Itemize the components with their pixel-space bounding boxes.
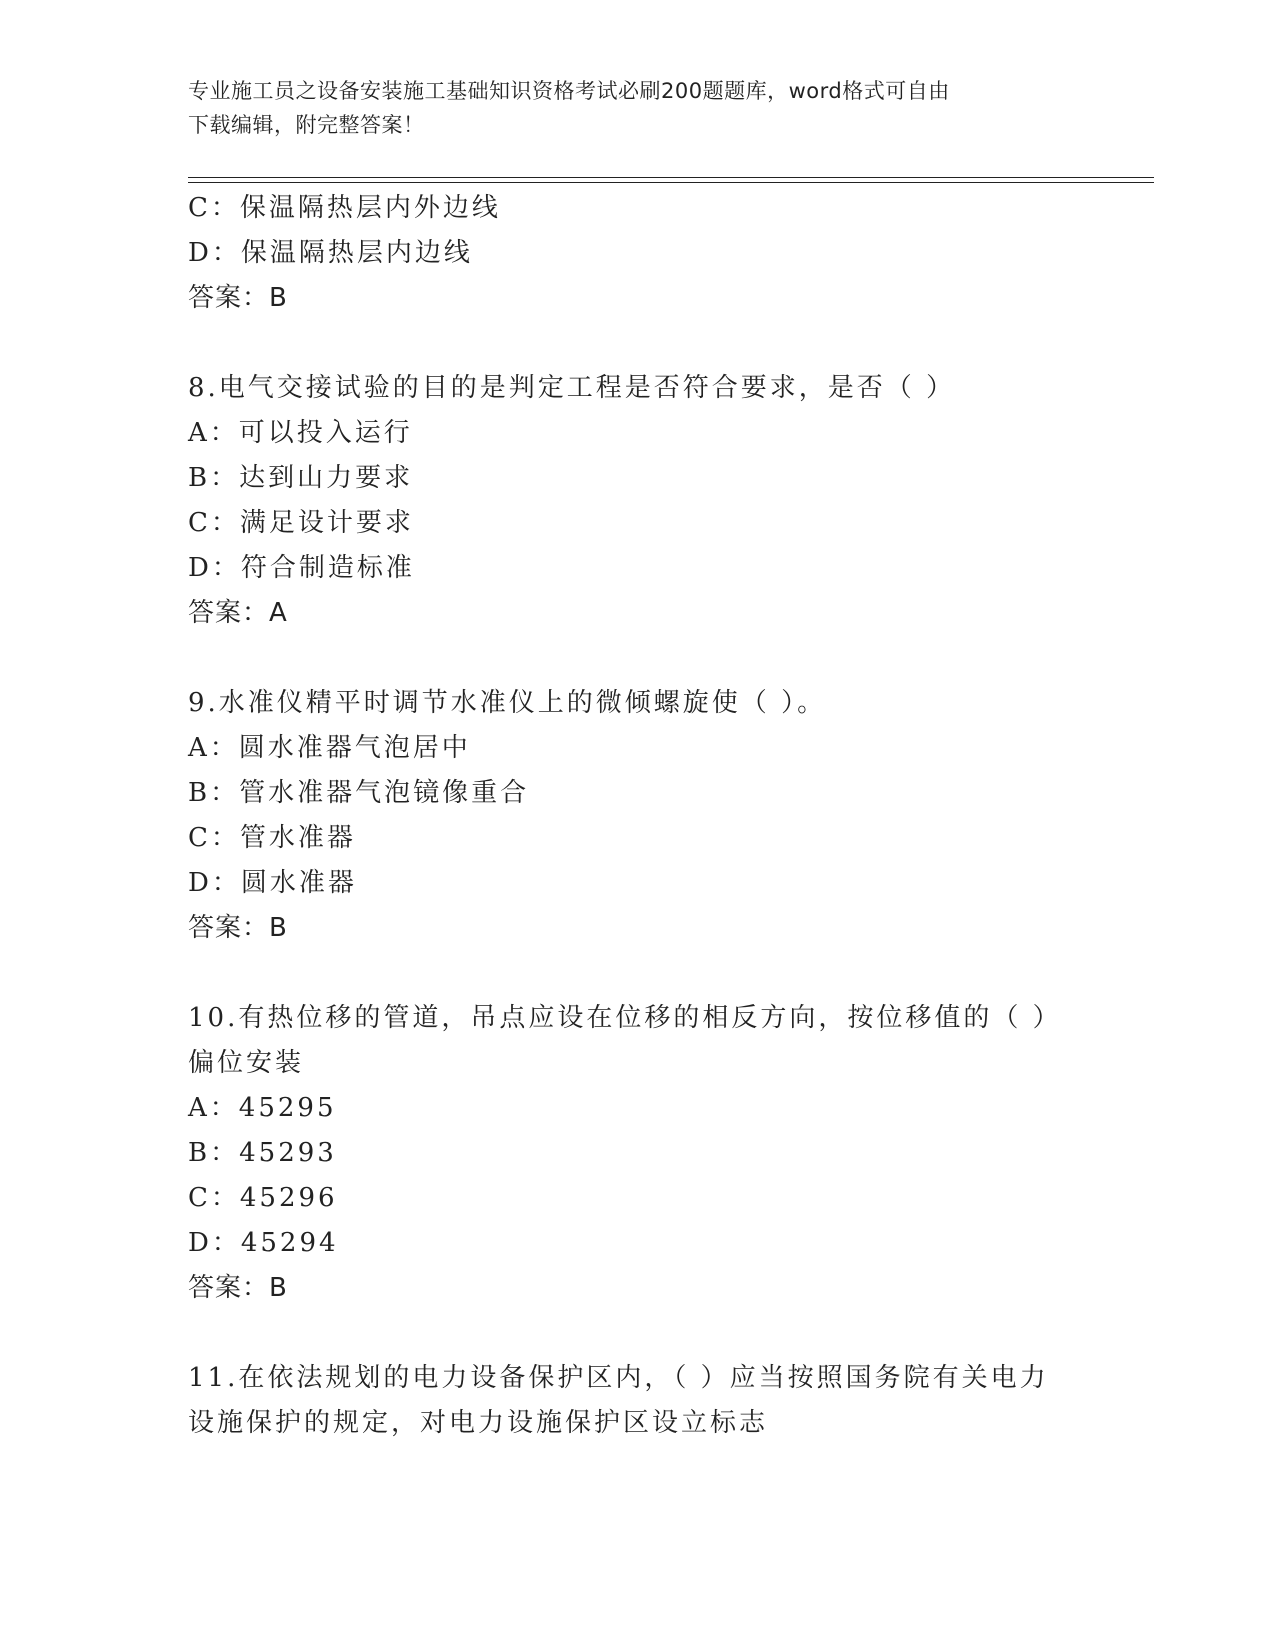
q8-option-b: B：达到山力要求 — [188, 463, 414, 493]
q7-option-d: D：保温隔热层内边线 — [188, 238, 473, 268]
q11-question-line-2: 设施保护的规定，对电力设施保护区设立标志 — [188, 1408, 769, 1438]
q11-question-line-1: 11.在依法规划的电力设备保护区内，（ ）应当按照国务院有关电力 — [188, 1363, 1049, 1393]
q9-option-d: D：圆水准器 — [188, 868, 357, 898]
q10-option-b: B：45293 — [188, 1138, 337, 1168]
q10-question-line-1: 10.有热位移的管道，吊点应设在位移的相反方向，按位移值的（ ） — [188, 1003, 1062, 1033]
q8-option-a: A：可以投入运行 — [188, 418, 413, 448]
q9-option-c: C：管水准器 — [188, 823, 356, 853]
q8-answer: 答案：A — [188, 598, 288, 628]
q10-option-d: D：45294 — [188, 1228, 339, 1258]
q8-question: 8.电气交接试验的目的是判定工程是否符合要求，是否（ ） — [188, 373, 956, 403]
document-header — [188, 74, 1068, 142]
header-divider-bottom — [188, 182, 1154, 183]
q10-answer: 答案：B — [188, 1273, 288, 1303]
q9-option-a: A：圆水准器气泡居中 — [188, 733, 471, 763]
q8-option-c: C：满足设计要求 — [188, 508, 414, 538]
header-divider-top — [188, 177, 1154, 178]
header-line-1: 专业施工员之设备安装施工基础知识资格考试必刷200题题库，word格式可自由 — [188, 79, 950, 103]
q8-option-d: D：符合制造标准 — [188, 553, 415, 583]
q10-question-line-2: 偏位安装 — [188, 1048, 305, 1078]
q9-option-b: B：管水准器气泡镜像重合 — [188, 778, 530, 808]
header-line-2: 下载编辑，附完整答案！ — [188, 113, 425, 137]
q10-option-a: A：45295 — [188, 1093, 337, 1123]
q7-option-c: C：保温隔热层内外边线 — [188, 193, 501, 223]
q9-question: 9.水准仪精平时调节水准仪上的微倾螺旋使（ ）。 — [188, 688, 827, 718]
q7-answer: 答案：B — [188, 283, 288, 313]
q9-answer: 答案：B — [188, 913, 288, 943]
q10-option-c: C：45296 — [188, 1183, 338, 1213]
